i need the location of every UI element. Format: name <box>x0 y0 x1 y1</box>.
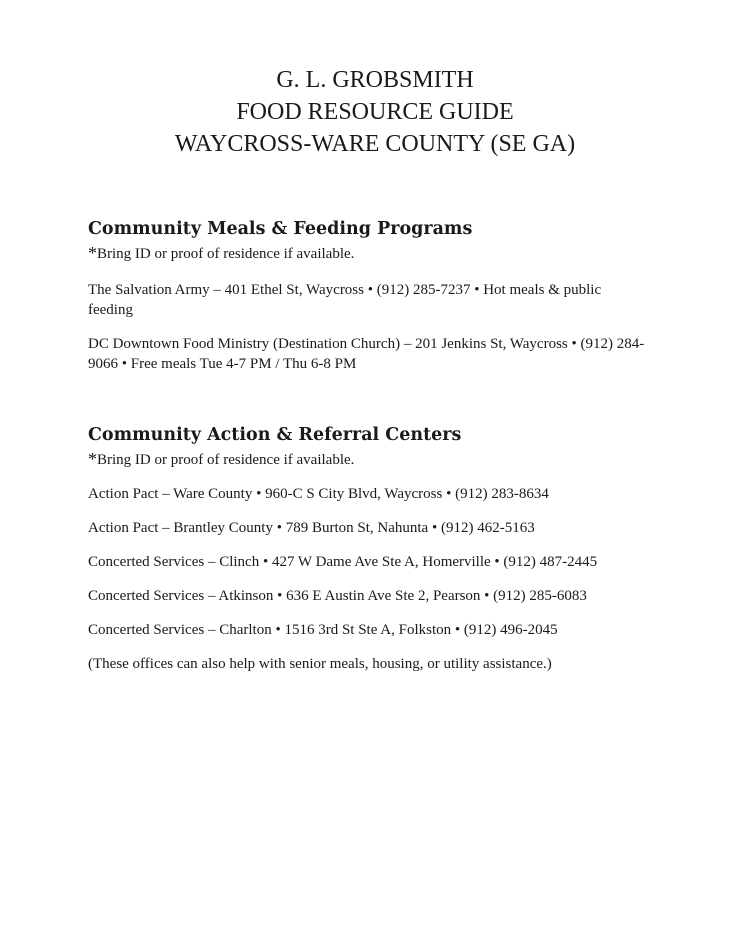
section-note <box>88 449 648 470</box>
resource-entry-concerted-atkinson: Concerted Services – Atkinson • 636 E Austin Ave Ste 2, Pearson • (912) 285-6083 <box>88 588 587 604</box>
section-footnote: (These offices can also help with senior meals, housing, or utility assistance.) <box>88 656 552 672</box>
title-line-guide: FOOD RESOURCE GUIDE <box>236 99 514 125</box>
resource-entry-concerted-clinch: Concerted Services – Clinch • 427 W Dame Ave Ste A, Homerville • (912) 487-2445 <box>88 554 598 570</box>
document-title <box>0 64 750 160</box>
resource-entry-salvation-army: The Salvation Army – 401 Ethel St, Waycross • (912) 285-7237 • Hot meals & public feeding <box>88 282 602 318</box>
note-text: Bring ID or proof of residence if available. <box>97 246 355 262</box>
note-asterisk: * <box>88 449 97 469</box>
section-heading: Community Meals & Feeding Programs <box>88 219 473 239</box>
resource-entry-action-pact-ware: Action Pact – Ware County • 960-C S City Blvd, Waycross • (912) 283-8634 <box>88 486 549 502</box>
note-asterisk: * <box>88 243 97 263</box>
title-line-author: G. L. GROBSMITH <box>276 67 474 93</box>
section-heading: Community Action & Referral Centers <box>88 425 462 445</box>
title-line-region: WAYCROSS-WARE COUNTY (SE GA) <box>174 131 576 157</box>
resource-entry-concerted-charlton: Concerted Services – Charlton • 1516 3rd St Ste A, Folkston • (912) 496-2045 <box>88 622 558 638</box>
section-community-action <box>88 423 648 688</box>
note-text: Bring ID or proof of residence if available. <box>97 452 355 468</box>
section-note <box>88 243 648 264</box>
section-community-meals <box>88 217 648 388</box>
resource-entry-dc-downtown: DC Downtown Food Ministry (Destination Church) – 201 Jenkins St, Waycross • (912) 284-9066 • Free meals Tue 4-7 PM / Thu 6-8 PM <box>88 336 645 372</box>
resource-entry-action-pact-brantley: Action Pact – Brantley County • 789 Burton St, Nahunta • (912) 462-5163 <box>88 520 535 536</box>
